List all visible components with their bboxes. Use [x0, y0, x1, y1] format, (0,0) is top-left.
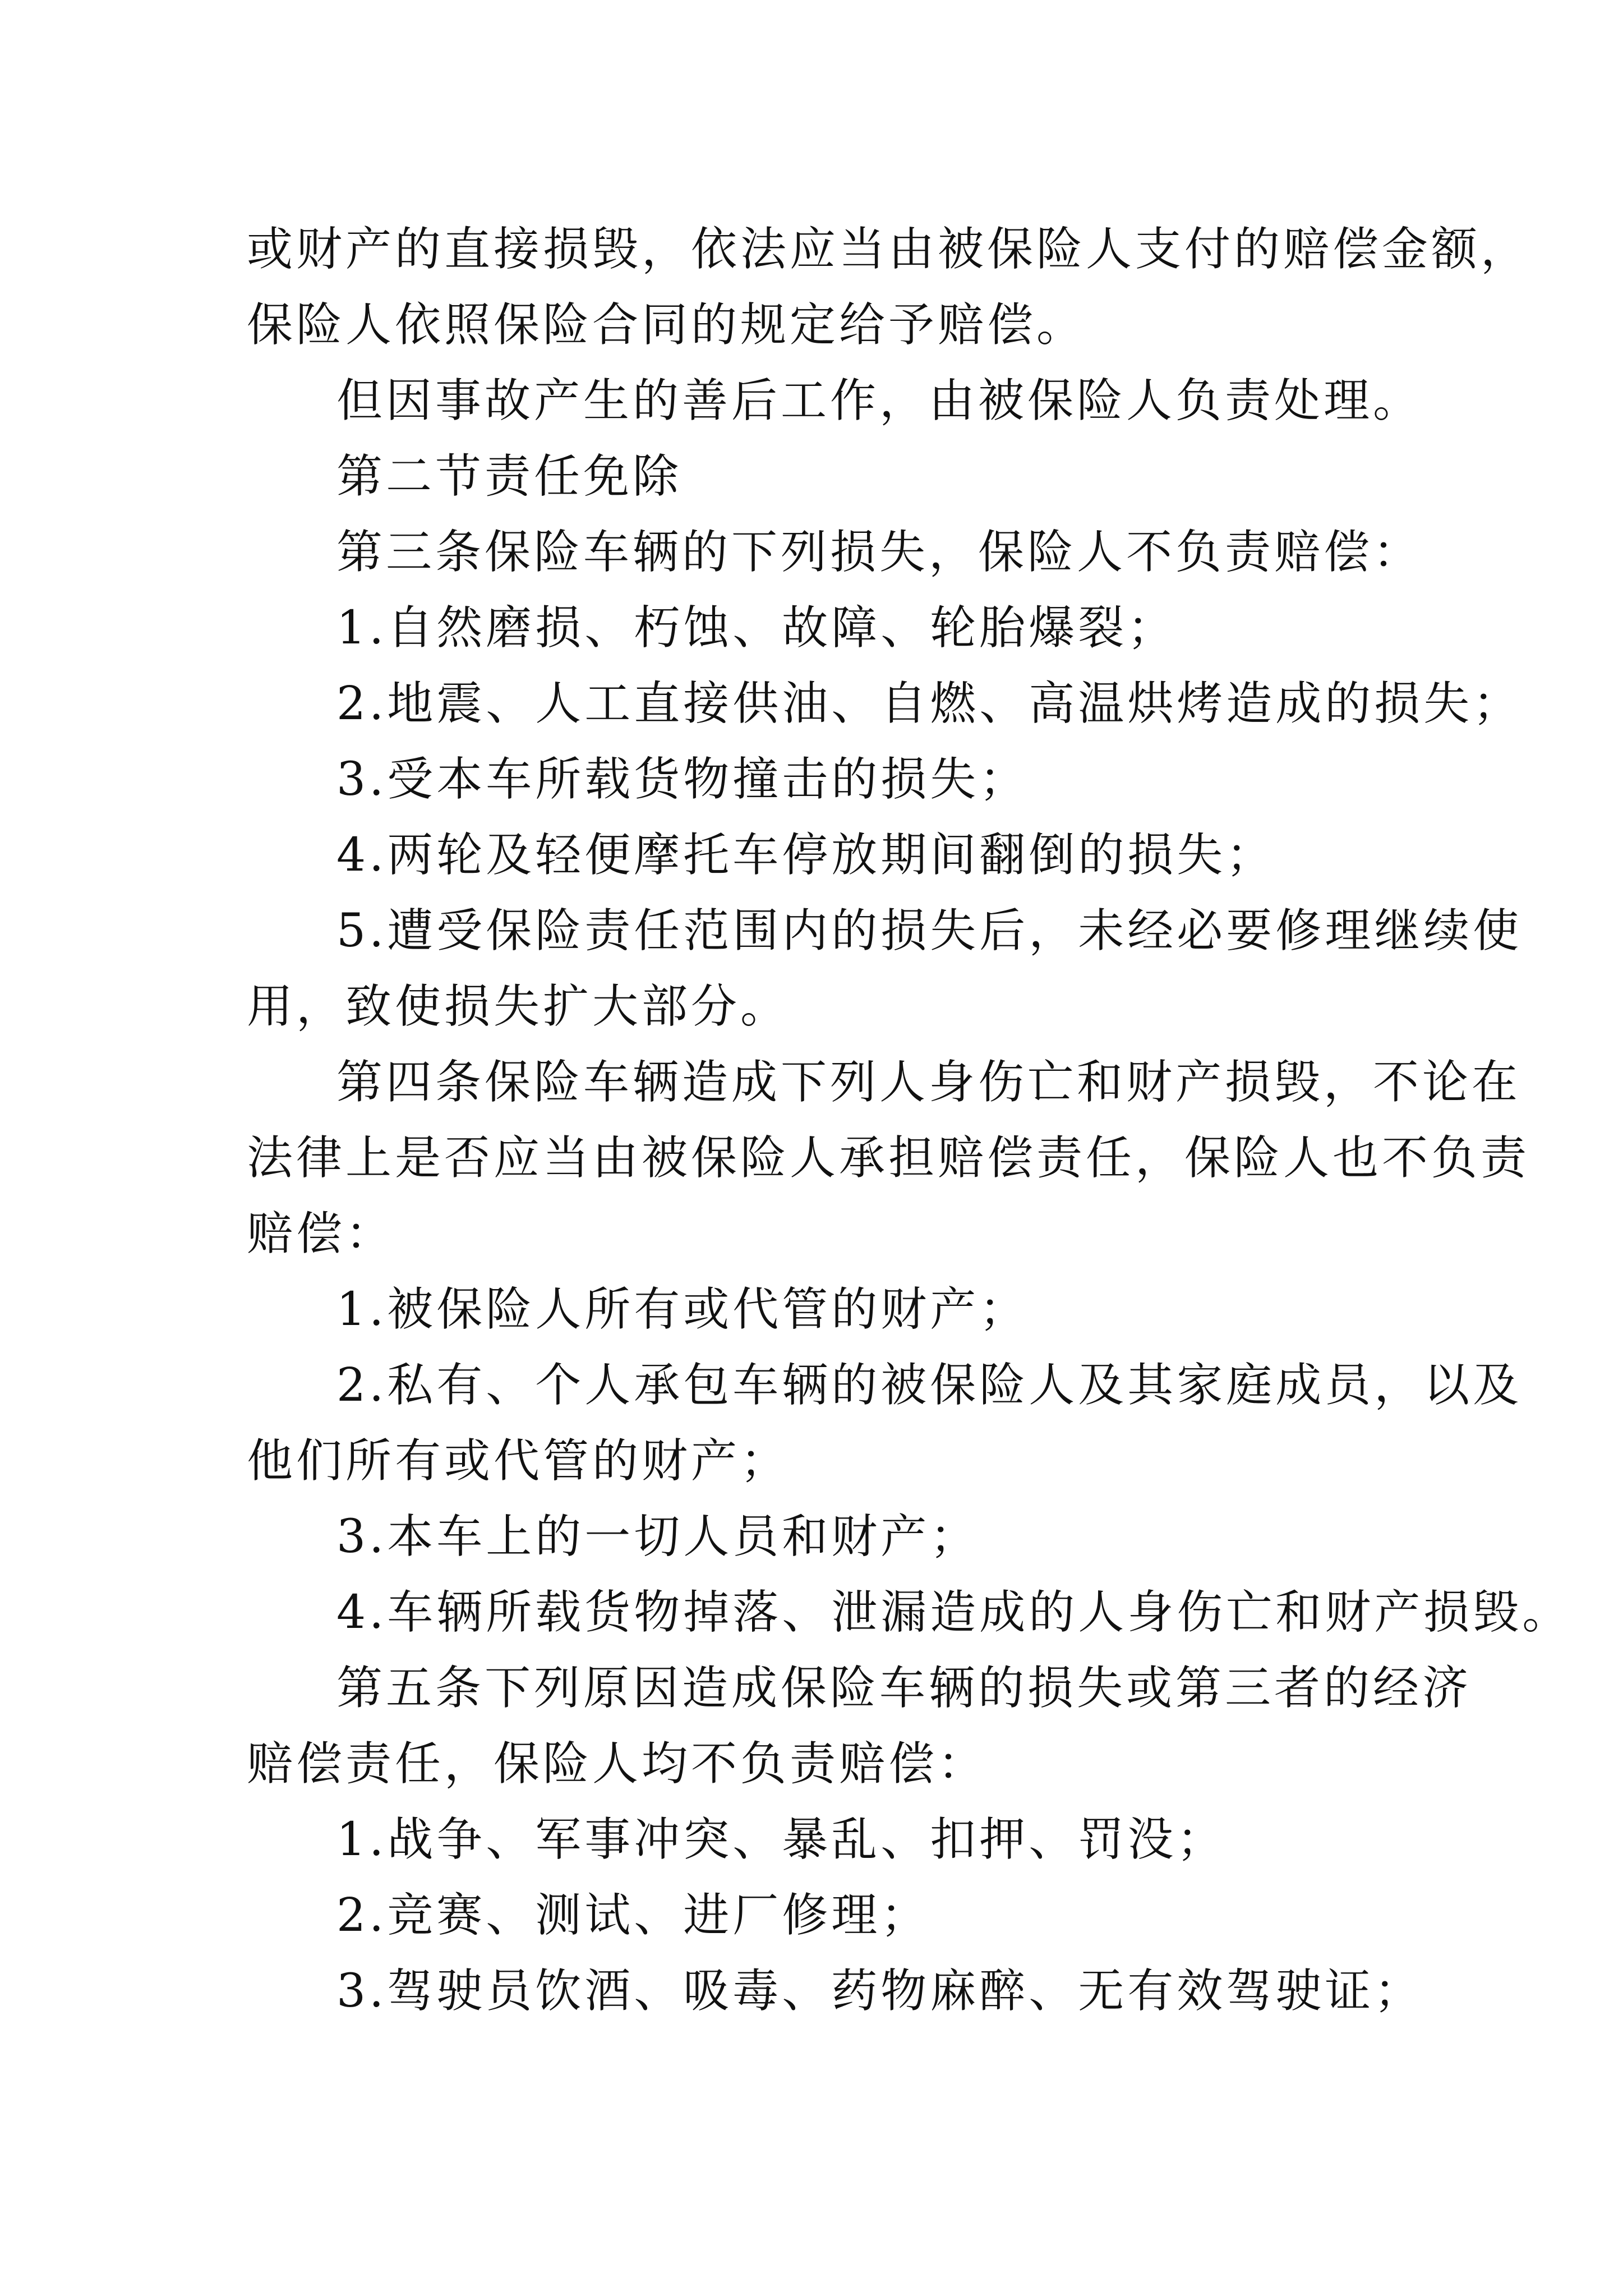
article-four-item-2-cont: 他们所有或代管的财产；	[247, 1434, 790, 1488]
article-five-heading-cont: 赔偿责任，保险人均不负责赔偿：	[247, 1737, 988, 1791]
article-four-item-4: 4.车辆所载货物掉落、泄漏造成的人身伤亡和财产损毁。	[336, 1586, 1572, 1639]
article-four-item-3: 3.本车上的一切人员和财产；	[336, 1510, 980, 1563]
article-five-item-3: 3.驾驶员饮酒、吸毒、药物麻醉、无有效驾驶证；	[336, 1964, 1424, 2018]
text-line-1: 或财产的直接损毁，依法应当由被保险人支付的赔偿金额，	[247, 223, 1530, 276]
article-three-item-5-cont: 用，致使损失扩大部分。	[247, 980, 790, 1033]
article-five-item-2: 2.竞赛、测试、进厂修理；	[336, 1889, 930, 1942]
text-line-2: 保险人依照保险合同的规定给予赔偿。	[247, 298, 1086, 352]
article-three-item-4: 4.两轮及轻便摩托车停放期间翻倒的损失；	[336, 829, 1276, 882]
article-three-heading: 第三条保险车辆的下列损失，保险人不负责赔偿：	[336, 526, 1423, 579]
article-four-item-2: 2.私有、个人承包车辆的被保险人及其家庭成员，以及	[336, 1359, 1523, 1412]
article-three-item-2: 2.地震、人工直接供油、自燃、高温烘烤造成的损失；	[336, 677, 1523, 730]
section-heading: 第二节责任免除	[336, 450, 683, 503]
article-three-item-5: 5.遭受保险责任范围内的损失后，未经必要修理继续使	[336, 904, 1523, 958]
article-four-heading-cont-1: 法律上是否应当由被保险人承担赔偿责任，保险人也不负责	[247, 1131, 1530, 1185]
article-four-heading-cont-2: 赔偿：	[247, 1207, 395, 1260]
article-three-item-1: 1.自然磨损、朽蚀、故障、轮胎爆裂；	[336, 601, 1177, 655]
article-three-item-3: 3.受本车所载货物撞击的损失；	[336, 753, 1029, 806]
text-line-3: 但因事故产生的善后工作，由被保险人负责处理。	[336, 374, 1423, 427]
article-five-item-1: 1.战争、军事冲突、暴乱、扣押、罚没；	[336, 1813, 1227, 1866]
article-four-item-1: 1.被保险人所有或代管的财产；	[336, 1283, 1029, 1336]
article-five-heading: 第五条下列原因造成保险车辆的损失或第三者的经济	[336, 1662, 1472, 1715]
article-four-heading: 第四条保险车辆造成下列人身伤亡和财产损毁，不论在	[336, 1056, 1521, 1109]
